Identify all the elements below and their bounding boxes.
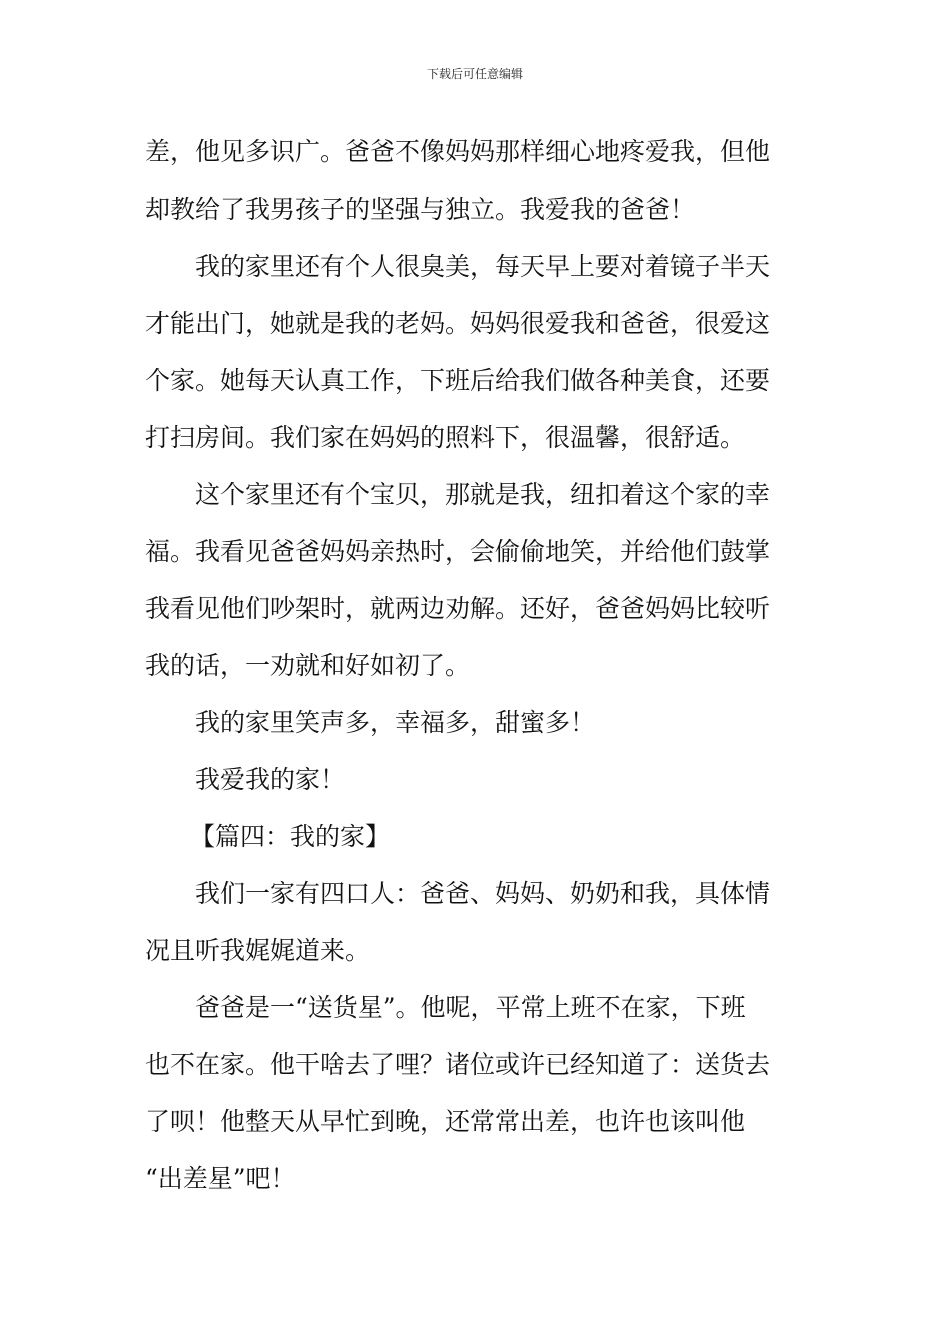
text-line: 况且听我娓娓道来。 (145, 936, 371, 965)
text-line: 打扫房间。我们家在妈妈的照料下，很温馨，很舒适。 (145, 423, 746, 452)
text-line: 我们一家有四口人：爸爸、妈妈、奶奶和我，具体情 (195, 879, 771, 908)
text-line: 这个家里还有个宝贝，那就是我，纽扣着这个家的幸 (195, 480, 771, 509)
text-line: “出差星”吧！ (145, 1164, 296, 1193)
text-line: 却教给了我男孩子的坚强与独立。我爱我的爸爸！ (145, 195, 696, 224)
text-line: 我的话，一劝就和好如初了。 (145, 651, 471, 680)
section-heading: 【篇四：我的家】 (190, 822, 391, 851)
text-line: 个家。她每天认真工作，下班后给我们做各种美食，还要 (145, 366, 771, 395)
text-line: 我看见他们吵架时，就两边劝解。还好，爸爸妈妈比较听 (145, 594, 771, 623)
text-line: 也不在家。他干啥去了哩？诸位或许已经知道了：送货去 (145, 1050, 771, 1079)
text-line: 才能出门，她就是我的老妈。妈妈很爱我和爸爸，很爱这 (145, 309, 771, 338)
text-line: 我爱我的家！ (195, 765, 346, 794)
text-line: 福。我看见爸爸妈妈亲热时，会偷偷地笑，并给他们鼓掌 (145, 537, 771, 566)
text-line: 了呗！他整天从早忙到晚，还常常出差，也许也该叫他 (145, 1107, 746, 1136)
page-header: 下载后可任意编辑 (426, 67, 523, 81)
text-line: 我的家里还有个人很臭美，每天早上要对着镜子半天 (195, 252, 771, 281)
text-line: 爸爸是一“送货星”。他呢，平常上班不在家，下班 (195, 993, 746, 1022)
text-line: 差，他见多识广。爸爸不像妈妈那样细心地疼爱我，但他 (145, 137, 771, 166)
text-line: 我的家里笑声多，幸福多，甜蜜多！ (195, 708, 596, 737)
